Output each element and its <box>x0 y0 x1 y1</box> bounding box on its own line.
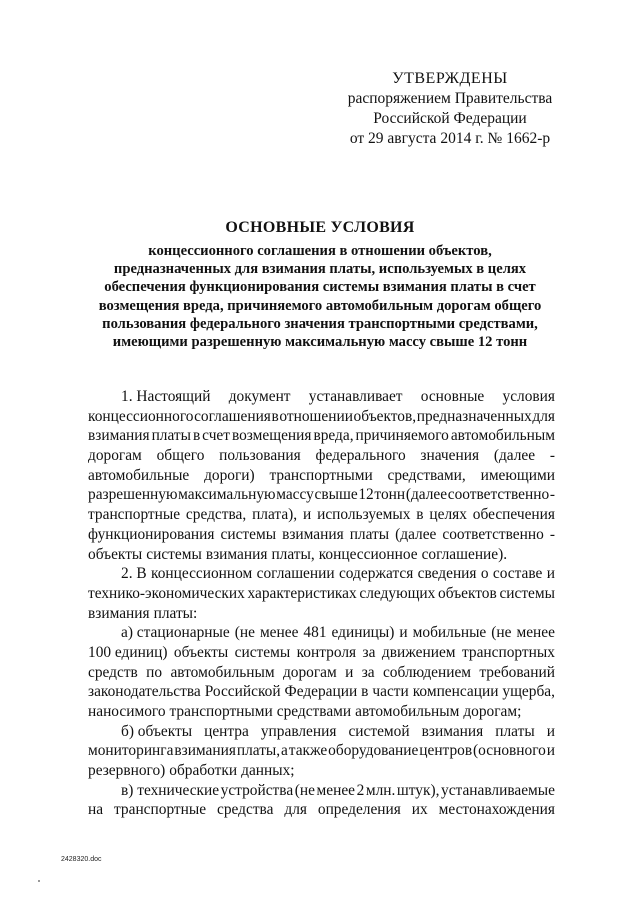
body-word: составе <box>492 565 543 583</box>
body-word: - <box>549 486 555 504</box>
body-line <box>88 545 555 565</box>
body-word: обработки <box>169 762 238 780</box>
subtitle-line: обеспечения функционирования системы взимания платы в счет <box>104 279 536 296</box>
body-word: требований <box>479 663 555 681</box>
body-word: взимания <box>174 742 236 760</box>
body-word: имеющими <box>480 466 555 484</box>
body-word: менее <box>316 781 355 799</box>
body-word: системой <box>348 722 410 740</box>
body-word: в <box>271 407 279 425</box>
document-body <box>88 387 555 820</box>
body-word: (далее <box>395 525 437 543</box>
body-line <box>88 466 555 486</box>
body-word: соответственно <box>447 486 550 504</box>
body-word: по <box>146 663 163 681</box>
body-line <box>88 604 555 624</box>
body-word: системы <box>234 643 291 661</box>
body-word: дорогам <box>88 447 142 465</box>
body-word: компенсации <box>412 683 499 701</box>
body-word: менее <box>259 624 299 642</box>
body-word: целях <box>429 506 467 524</box>
body-line <box>88 761 555 781</box>
subtitle-line: концессионного соглашения в отношении объектов, <box>148 243 492 259</box>
body-word: для <box>532 407 555 425</box>
body-line <box>88 623 555 643</box>
body-word: их <box>411 801 428 819</box>
body-word: устанавливает <box>308 388 403 405</box>
body-line <box>88 387 555 407</box>
body-word: за <box>362 643 376 661</box>
subtitle-line: пользования федерального значения транспортными средствами, <box>102 315 538 332</box>
body-word: содержатся <box>338 565 414 583</box>
body-word: платы: <box>153 604 198 622</box>
body-word: резервного) <box>88 762 166 780</box>
body-line <box>88 407 555 427</box>
body-word: счет <box>202 427 230 445</box>
body-word: автомобильным <box>355 703 460 720</box>
body-word: характеристиках <box>247 584 357 602</box>
body-word: платы <box>151 427 191 445</box>
body-word: системы <box>146 545 202 563</box>
body-line <box>88 525 555 545</box>
body-word: мониторинга <box>88 742 174 760</box>
body-word: - <box>549 525 555 543</box>
body-word: части <box>372 683 409 701</box>
body-word: определения <box>317 801 401 819</box>
body-word: и <box>546 742 555 760</box>
body-word: используемых <box>317 506 411 524</box>
body-word: свыше <box>314 486 358 504</box>
body-word: в <box>361 683 369 701</box>
body-line <box>88 426 555 446</box>
body-word: транспортные <box>114 801 207 819</box>
body-word: и <box>345 663 354 681</box>
body-line <box>88 643 555 663</box>
body-word: за <box>361 663 375 681</box>
approval-date: от 29 августа 2014 г. № 1662-р <box>349 130 551 147</box>
body-word: автомобильным <box>170 663 275 681</box>
body-word: причиняемого <box>355 427 449 445</box>
body-word: 2. В <box>121 565 147 583</box>
body-word: б) объекты <box>121 722 193 740</box>
body-word: (далее <box>493 447 536 465</box>
body-word: транспортных <box>461 643 555 661</box>
approval-heading: УТВЕРЖДЕНЫ <box>392 70 508 87</box>
body-word: взимания <box>88 427 150 445</box>
body-word: контроля <box>296 643 357 661</box>
body-word: платы, <box>271 545 315 563</box>
subtitle-line: возмещения вреда, причиняемого автомобильным дорогам общего <box>98 297 542 314</box>
body-word: взимания <box>421 722 484 740</box>
body-word: концессионного <box>88 407 194 425</box>
body-word: разрешенную <box>88 486 178 504</box>
body-line <box>88 446 555 466</box>
body-word: также <box>288 742 328 760</box>
body-word: сведения <box>417 565 477 583</box>
body-line <box>88 800 555 820</box>
body-word: - <box>549 447 555 465</box>
body-word: объекты <box>173 643 229 661</box>
body-word: Российской <box>204 683 281 701</box>
body-word: в <box>416 506 424 524</box>
body-word: на <box>88 801 104 819</box>
body-word: и <box>399 624 408 642</box>
body-line <box>88 781 555 801</box>
body-word: (не <box>294 781 315 799</box>
body-word: автомобильные <box>88 466 190 484</box>
document-subtitle <box>80 242 560 351</box>
body-word: основные <box>420 388 485 405</box>
body-word: условия <box>502 388 555 405</box>
body-word: платы, <box>236 742 281 760</box>
body-word: вреда, <box>313 427 354 445</box>
body-word: в <box>192 427 201 445</box>
body-word: ущерба, <box>502 683 555 701</box>
body-word: управления <box>260 722 337 740</box>
body-word: платы <box>349 525 390 543</box>
approval-country: Российской Федерации <box>373 110 527 127</box>
body-word: 1. Настоящий <box>121 388 211 405</box>
body-word: обеспечения <box>472 506 555 524</box>
body-word: средствами <box>276 703 352 720</box>
body-word: максимальную <box>178 486 276 504</box>
body-word: общего <box>156 447 205 465</box>
body-word: системы <box>220 525 277 543</box>
body-line <box>88 682 555 702</box>
body-word: (основного <box>473 742 546 760</box>
body-line <box>88 485 555 505</box>
body-word: средства <box>217 801 274 819</box>
body-word: значения <box>420 447 480 465</box>
body-word: документ <box>228 388 291 405</box>
body-word: средства, <box>185 506 247 524</box>
body-word: соглашении <box>256 565 335 583</box>
body-word: Федерации <box>284 683 358 701</box>
body-word: следующих <box>359 584 436 602</box>
body-word: и <box>546 565 555 583</box>
body-word: дорогам; <box>463 703 522 720</box>
body-word: 2 <box>356 781 365 799</box>
body-word: объектов, <box>353 407 417 425</box>
body-word: технико-экономических <box>88 584 245 602</box>
document-title: ОСНОВНЫЕ УСЛОВИЯ <box>225 219 415 236</box>
body-word: для <box>284 801 307 819</box>
body-word: отношении <box>279 407 353 425</box>
body-word: возмещения <box>231 427 312 445</box>
body-word: предназначенных <box>416 407 532 425</box>
body-word: пользования <box>219 447 301 465</box>
body-word: транспортными <box>269 466 373 484</box>
body-word: местонахождения <box>438 801 555 819</box>
subtitle-line: предназначенных для взимания платы, используемых в целях <box>113 261 527 278</box>
body-word: центра <box>204 722 249 740</box>
body-word: и <box>546 722 555 740</box>
body-line <box>88 505 555 525</box>
body-word: центров <box>419 742 473 760</box>
body-word: мобильные <box>412 624 487 642</box>
body-word: устройства <box>220 781 294 799</box>
body-word: 100 единиц) <box>88 643 168 661</box>
body-word: соглашение). <box>421 545 508 563</box>
body-word: штук), <box>396 781 440 799</box>
body-word: единицы) <box>331 624 395 642</box>
body-word: менее <box>516 624 555 642</box>
approval-stamp <box>300 69 600 149</box>
body-word: объекты <box>88 545 143 563</box>
body-word: взимания <box>88 604 150 622</box>
body-word: соглашения <box>194 407 271 425</box>
body-word: в) технические <box>121 781 220 799</box>
subtitle-line: имеющими разрешенную максимальную массу свыше 12 тонн <box>112 334 528 351</box>
approval-authority: распоряжением Правительства <box>347 90 553 107</box>
body-word: концессионное <box>318 545 418 563</box>
body-word: дороги) <box>204 466 255 484</box>
body-word: взимания <box>205 545 268 563</box>
body-word: транспортные <box>88 506 181 524</box>
body-word: системы <box>499 584 555 602</box>
body-word: 12 <box>358 486 374 504</box>
body-word: объектов <box>438 584 497 602</box>
body-word: средствами, <box>387 466 466 484</box>
body-word: тонн <box>374 486 406 504</box>
body-word: соблюдением <box>382 663 472 681</box>
body-word: федерального <box>315 447 406 465</box>
body-word: движением <box>381 643 456 661</box>
body-word: взимания <box>282 525 344 543</box>
body-word: а <box>281 742 288 760</box>
body-line <box>88 663 555 683</box>
body-word: (не <box>491 624 512 642</box>
body-word: оборудование <box>328 742 419 760</box>
body-word: законодательства <box>88 683 201 701</box>
body-line <box>88 722 555 742</box>
body-word: устанавливаемые <box>441 781 555 799</box>
body-word: данных; <box>241 762 295 780</box>
body-word: массу <box>276 486 314 504</box>
scan-mark <box>38 880 40 882</box>
body-word: и <box>302 506 312 524</box>
body-word: платы <box>495 722 535 740</box>
body-word: (не <box>234 624 255 642</box>
body-line <box>88 741 555 761</box>
body-line <box>88 564 555 584</box>
body-word: автомобильным <box>450 427 555 445</box>
file-name-footer: 2428320.doc <box>61 856 102 863</box>
body-word: функционирования <box>88 525 215 543</box>
body-line <box>88 584 555 604</box>
body-word: наносимого <box>88 703 166 720</box>
body-line <box>88 702 555 722</box>
body-word: млн. <box>365 781 396 799</box>
body-word: соответственно <box>442 525 544 543</box>
body-word: о <box>480 565 489 583</box>
body-word: (далее <box>405 486 448 504</box>
body-word: плата), <box>252 506 298 524</box>
body-word: средств <box>88 663 138 681</box>
body-word: а) стационарные <box>121 624 230 642</box>
body-word: дорогам <box>282 663 337 681</box>
body-word: концессионном <box>151 565 253 583</box>
body-word: 481 <box>303 624 327 642</box>
body-word: транспортными <box>169 703 273 720</box>
